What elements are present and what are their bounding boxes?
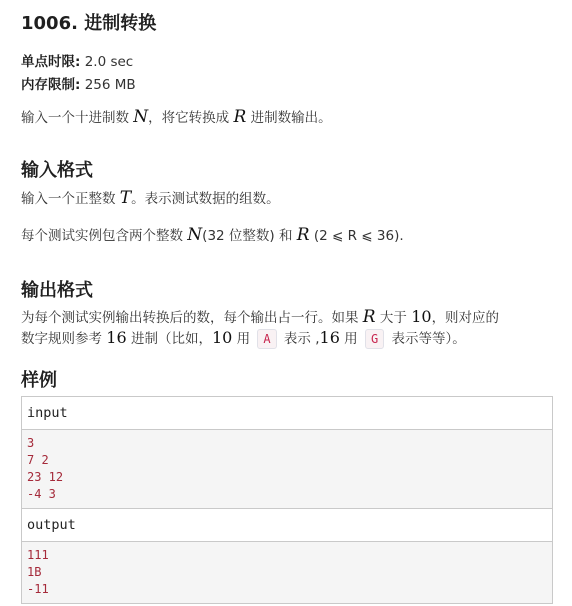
input-format-heading: 输入格式 — [21, 160, 93, 181]
math-16: 16 — [319, 328, 340, 347]
o1-text: 为每个测试实例输出转换后的数，每个输出占一行。如果 — [21, 310, 363, 326]
output-format-line1 — [21, 306, 499, 327]
time-limit — [21, 50, 133, 70]
o2-text: 表示 , — [279, 331, 320, 347]
desc-text: 输入一个十进制数 — [21, 110, 134, 126]
math-10: 10 — [211, 328, 233, 347]
math-16: 16 — [106, 328, 127, 347]
sample-input-line: 23 12 — [27, 470, 64, 484]
math-10: 10 — [411, 307, 432, 326]
math-R: R — [362, 307, 376, 327]
output-format-heading: 输出格式 — [21, 280, 93, 301]
output-format-line2 — [21, 327, 466, 349]
math-N: N — [187, 225, 203, 245]
math-T: T — [119, 188, 132, 208]
desc-text: ，将它转换成 — [148, 110, 234, 126]
sample-output-label: output — [22, 509, 552, 542]
code-A: A — [257, 329, 276, 349]
p2-text: (32 位整数) 和 — [202, 228, 297, 244]
math-R: R — [296, 225, 310, 245]
time-limit-value: 2.0 sec — [80, 54, 134, 70]
sample-output-line: -11 — [27, 582, 49, 596]
sample-input-block — [22, 430, 552, 509]
input-format-p1 — [21, 187, 280, 208]
sample-output-line: 1B — [27, 565, 42, 579]
o2-text: 用 — [339, 331, 362, 347]
sample-heading: 样例 — [21, 370, 57, 391]
problem-description — [21, 106, 332, 127]
o2-text: 表示等等）。 — [387, 331, 466, 347]
math-R: R — [233, 107, 247, 127]
sample-input-line: -4 3 — [27, 487, 56, 501]
sample-input-label: input — [22, 397, 552, 430]
p2-range: (2 ⩽ R ⩽ 36). — [309, 228, 404, 244]
code-G: G — [365, 329, 384, 349]
sample-box — [21, 396, 553, 604]
memory-limit — [21, 73, 136, 93]
math-N: N — [133, 107, 149, 127]
memory-limit-label: 内存限制: — [21, 77, 81, 93]
desc-text: 进制数输出。 — [246, 110, 332, 126]
sample-output-line: 111 — [27, 548, 49, 562]
sample-input-line: 7 2 — [27, 453, 49, 467]
o1-text: 大于 — [375, 310, 412, 326]
p1-text: 。表示测试数据的组数。 — [131, 191, 280, 207]
problem-title: 1006. 进制转换 — [21, 13, 157, 34]
o2-text: 数字规则参考 — [21, 331, 107, 347]
input-format-p2 — [21, 224, 404, 245]
time-limit-label: 单点时限: — [21, 54, 81, 70]
memory-limit-value: 256 MB — [80, 77, 136, 93]
sample-input-line: 3 — [27, 436, 35, 450]
p1-text: 输入一个正整数 — [21, 191, 120, 207]
sample-output-block — [22, 542, 552, 603]
p2-text: 每个测试实例包含两个整数 — [21, 228, 188, 244]
o2-text: 用 — [232, 331, 255, 347]
o2-text: 进制（比如， — [126, 331, 212, 347]
o1-text: ，则对应的 — [431, 310, 500, 326]
